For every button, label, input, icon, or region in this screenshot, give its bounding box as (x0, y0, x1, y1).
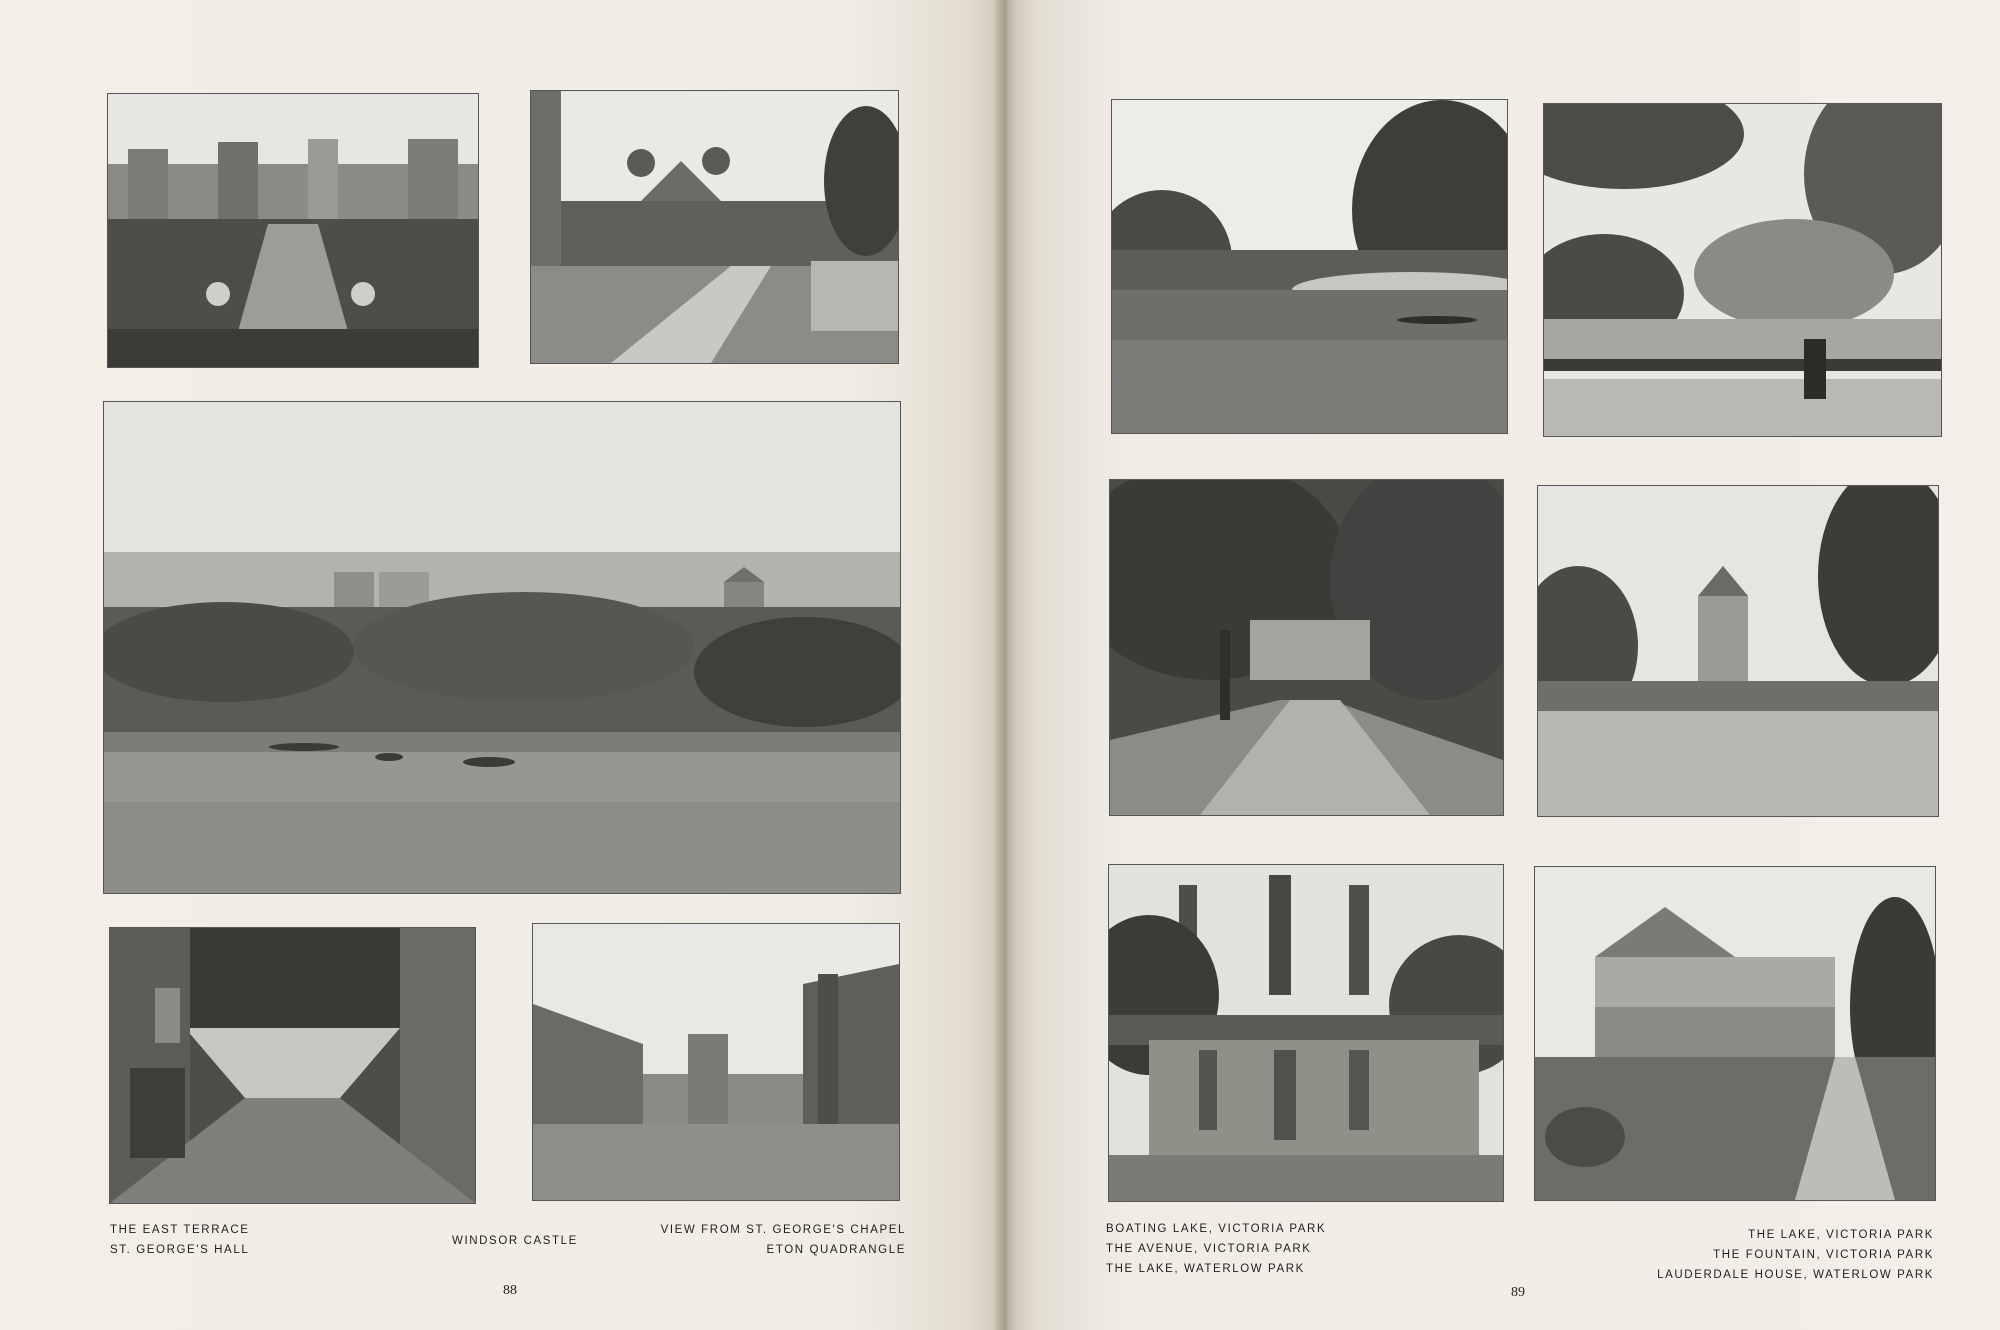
caption-east-terrace: THE EAST TERRACE (110, 1224, 250, 1236)
photo-east-terrace (107, 93, 479, 368)
caption-view-from-chapel: VIEW FROM ST. GEORGE'S CHAPEL (660, 1224, 906, 1236)
photo-lauderdale-house (1534, 866, 1936, 1201)
caption-boating-lake: BOATING LAKE, VICTORIA PARK (1106, 1223, 1327, 1235)
caption-lauderdale-house: LAUDERDALE HOUSE, WATERLOW PARK (1657, 1269, 1934, 1281)
photo-avenue-victoria-park (1109, 479, 1504, 816)
photo-lake-victoria-park (1543, 103, 1942, 437)
photo-eton-quadrangle (532, 923, 900, 1201)
caption-st-georges-hall: ST. GEORGE'S HALL (110, 1244, 250, 1256)
caption-eton-quadrangle: ETON QUADRANGLE (766, 1244, 906, 1256)
photo-view-from-chapel (530, 90, 899, 364)
photo-boating-lake (1111, 99, 1508, 434)
photo-lake-waterlow-park (1108, 864, 1504, 1202)
caption-windsor-castle: WINDSOR CASTLE (452, 1235, 578, 1247)
caption-left-column (110, 1220, 250, 1260)
photo-windsor-castle (103, 401, 901, 894)
caption-right-page-left-column (1106, 1219, 1326, 1279)
caption-right-page-right-column (1657, 1225, 1934, 1285)
caption-lake-victoria-park: THE LAKE, VICTORIA PARK (1748, 1229, 1934, 1241)
page-number-right: 89 (1511, 1285, 1525, 1300)
book-gutter (995, 0, 1017, 1330)
photo-fountain-victoria-park (1537, 485, 1939, 817)
caption-fountain-victoria-park: THE FOUNTAIN, VICTORIA PARK (1713, 1249, 1934, 1261)
caption-avenue-victoria-park: THE AVENUE, VICTORIA PARK (1106, 1243, 1312, 1255)
photo-st-georges-hall (109, 927, 476, 1204)
caption-right-column (661, 1220, 906, 1260)
page-number-left: 88 (503, 1283, 517, 1298)
caption-lake-waterlow-park: THE LAKE, WATERLOW PARK (1106, 1263, 1305, 1275)
